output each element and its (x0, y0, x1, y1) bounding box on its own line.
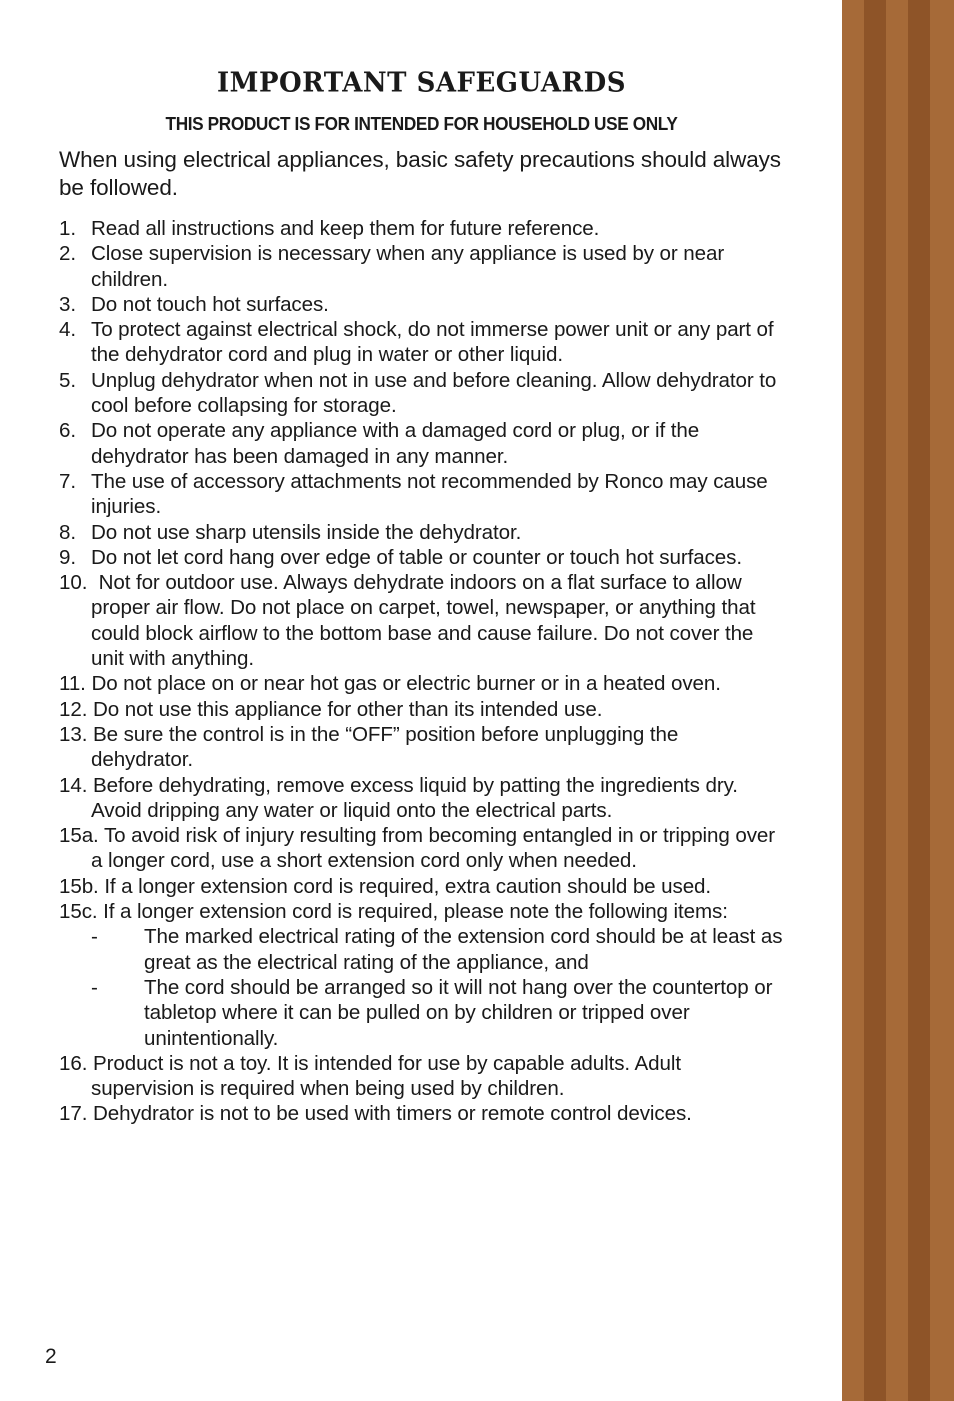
dash-marker: - (91, 925, 98, 949)
item-text: The use of accessory attachments not recommended by Ronco may cause injuries. (91, 469, 768, 519)
item-text: Product is not a toy. It is intended for use by capable adults. Adult supervision is required when being used by children. (91, 1051, 681, 1101)
item-text: Not for outdoor use. Always dehydrate indoors on a flat surface to allow proper air flow. Do not place on carpet, towel, newspaper, or anything that could block airflow to the bottom base and cause failure. Do not cover the unit with anything. (91, 571, 756, 671)
item-number: 15c. (59, 900, 98, 924)
list-item (91, 975, 784, 1051)
list-item (59, 418, 784, 469)
item-number: 12. (59, 697, 88, 721)
list-item (59, 899, 784, 1051)
item-number: 8. (59, 520, 76, 544)
list-item (59, 823, 784, 874)
item-number: 11. (59, 672, 86, 696)
item-text: Close supervision is necessary when any appliance is used by or near children. (91, 242, 725, 291)
item-number: 16. (59, 1051, 88, 1075)
list-item (91, 924, 784, 975)
list-item (59, 368, 784, 419)
list-item (59, 469, 784, 520)
item-number: 14. (59, 773, 88, 797)
item-number: 5. (59, 368, 76, 392)
item-text: Do not let cord hang over edge of table or counter or touch hot surfaces. (91, 545, 742, 569)
item-number: 7. (59, 469, 76, 493)
item-text: To protect against electrical shock, do not immerse power unit or any part of the dehydrator cord and plug in water or other liquid. (91, 318, 774, 367)
item-number: 6. (59, 419, 76, 443)
item-number: 3. (59, 292, 76, 316)
item-number: 13. (59, 722, 88, 746)
item-text: If a longer extension cord is required, extra caution should be used. (104, 874, 712, 898)
list-item (59, 570, 784, 671)
list-item (59, 773, 784, 824)
safeguards-list (59, 216, 784, 1127)
item-number: 9. (59, 545, 76, 569)
sub-item-text: The cord should be arranged so it will not hang over the countertop or tabletop where it can be pulled on by children or tripped over unintentionally. (144, 975, 773, 1050)
item-text: Be sure the control is in the “OFF” position before unplugging the dehydrator. (91, 722, 679, 772)
item-number: 4. (59, 318, 76, 342)
intro-paragraph: When using electrical appliances, basic safety precautions should always be followed. (59, 147, 781, 200)
list-item (59, 520, 784, 545)
extension-cord-notes (91, 924, 784, 1050)
item-text: Unplug dehydrator when not in use and before cleaning. Allow dehydrator to cool before collapsing for storage. (91, 368, 777, 418)
page-title: IMPORTANT SAFEGUARDS (217, 67, 626, 99)
item-number: 10. (59, 571, 88, 595)
item-number: 17. (59, 1102, 88, 1126)
household-use-notice: THIS PRODUCT IS FOR INTENDED FOR HOUSEHOLD USE ONLY (165, 113, 678, 134)
list-item (59, 1051, 784, 1102)
item-number: 15b. (59, 874, 99, 898)
item-number: 15a. (59, 824, 99, 848)
list-item (59, 241, 784, 292)
item-text: Do not operate any appliance with a damaged cord or plug, or if the dehydrator has been damaged in any manner. (91, 419, 700, 468)
list-item (59, 697, 784, 722)
list-item (59, 292, 784, 317)
safeguards-section (59, 66, 784, 1127)
item-text: Do not touch hot surfaces. (91, 292, 329, 316)
list-item (59, 545, 784, 570)
item-text: Do not use this appliance for other than its intended use. (92, 697, 603, 721)
item-text: Do not use sharp utensils inside the dehydrator. (91, 520, 522, 544)
dash-marker: - (91, 975, 98, 999)
list-item (59, 671, 784, 696)
page-number: 2 (45, 1345, 57, 1368)
list-item (59, 216, 784, 241)
item-number: 2. (59, 242, 76, 266)
list-item (59, 874, 784, 899)
list-item (59, 722, 784, 773)
decorative-side-stripe (842, 0, 954, 1401)
item-text: If a longer extension cord is required, please note the following items: (103, 900, 728, 924)
item-text: Do not place on or near hot gas or electric burner or in a heated oven. (91, 672, 721, 696)
sub-item-text: The marked electrical rating of the extension cord should be at least as great as the electrical rating of the appliance, and (144, 925, 783, 974)
item-text: Before dehydrating, remove excess liquid by patting the ingredients dry. Avoid dripping any water or liquid onto the electrical parts. (91, 773, 738, 822)
item-text: Dehydrator is not to be used with timers or remote control devices. (92, 1102, 692, 1126)
list-item (59, 317, 784, 368)
list-item (59, 1101, 784, 1126)
item-number: 1. (59, 217, 76, 240)
item-text: To avoid risk of injury resulting from becoming entangled in or tripping over a longer cord, use a short extension cord only when needed. (91, 824, 776, 873)
item-text: Read all instructions and keep them for future reference. (91, 217, 600, 240)
